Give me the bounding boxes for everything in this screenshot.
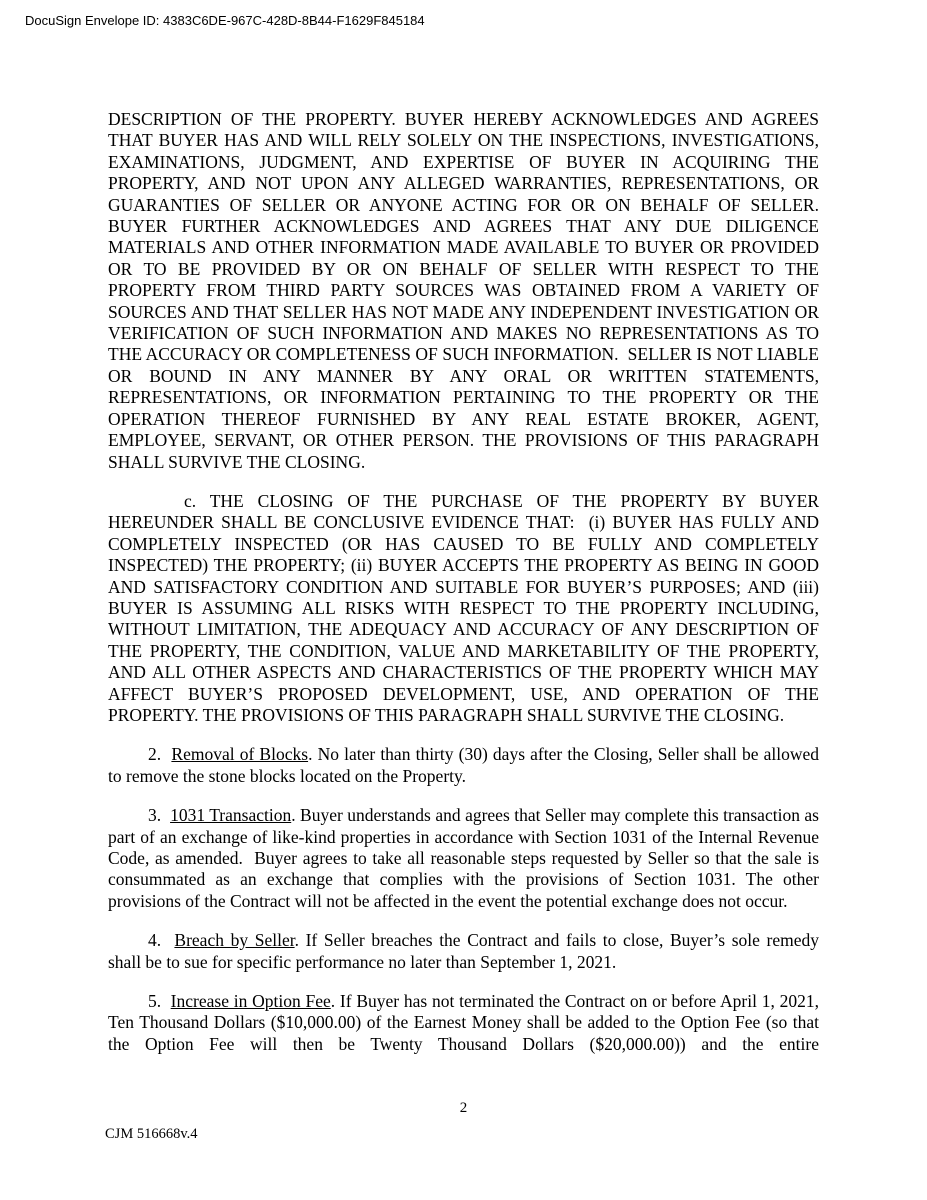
paragraph-3-1031-transaction [108,805,819,912]
document-reference-number: CJM 516668v.4 [105,1126,198,1142]
paragraph-number: 3. [148,805,171,826]
paragraph-heading-underlined: Breach by Seller [174,930,295,951]
docusign-envelope-id: DocuSign Envelope ID: 4383C6DE-967C-428D-8B44-F1629F845184 [25,13,425,28]
paragraph-number: 4. [148,930,175,951]
document-body [108,109,819,1073]
paragraph-description-of-property: DESCRIPTION OF THE PROPERTY. BUYER HEREBY ACKNOWLEDGES AND AGREES THAT BUYER HAS AND WILL RELY SOLELY ON THE INSPECTIONS, INVESTIGATIONS, EXAMINATIONS, JUDGMENT, AND EXPERTISE OF BUYER IN ACQUIRING THE PROPERTY, AND NOT UPON ANY ALLEGED WARRANTIES, REPRESENTATIONS, OR GUARANTIES OF SELLER OR ANYONE ACTING FOR OR ON BEHALF OF SELLER. BUYER FURTHER ACKNOWLEDGES AND AGREES THAT ANY DUE DILIGENCE MATERIALS AND OTHER INFORMATION MADE AVAILABLE TO BUYER OR PROVIDED OR TO BE PROVIDED BY OR ON BEHALF OF SELLER WITH RESPECT TO THE PROPERTY FROM THIRD PARTY SOURCES WAS OBTAINED FROM A VARIETY OF SOURCES AND THAT SELLER HAS NOT MADE ANY INDEPENDENT INVESTIGATION OR VERIFICATION OF SUCH INFORMATION AND MAKES NO REPRESENTATIONS AS TO THE ACCURACY OR COMPLETENESS OF SUCH INFORMATION. SELLER IS NOT LIABLE OR BOUND IN ANY MANNER BY ANY ORAL OR WRITTEN STATEMENTS, REPRESENTATIONS, OR INFORMATION PERTAINING TO THE PROPERTY OR THE OPERATION THEREOF FURNISHED BY ANY REAL ESTATE BROKER, AGENT, EMPLOYEE, SERVANT, OR OTHER PERSON. THE PROVISIONS OF THIS PARAGRAPH SHALL SURVIVE THE CLOSING. [108,109,819,472]
paragraph-5-increase-in-option-fee [108,991,819,1055]
paragraph-text: . No later than thirty (30) days after the Closing, Seller shall be allowed to remove the stone blocks located on the Property. [108,744,820,786]
page-number: 2 [459,1100,468,1116]
paragraph-number: 2. [148,744,172,765]
paragraph-number: 5. [148,991,171,1012]
paragraph-text: . If Seller breaches the Contract and fails to close, Buyer’s sole remedy shall be to sue for specific performance no later than September 1, 2021. [108,930,820,972]
paragraph-2-removal-of-blocks [108,744,819,787]
paragraph-text: . Buyer understands and agrees that Seller may complete this transaction as part of an exchange of like-kind properties in accordance with Section 1031 of the Internal Revenue Code, as amended. Buyer agrees to take all reasonable steps requested by Seller so that the sale is consummated as an exchange that complies with the provisions of Section 1031. The other provisions of the Contract will not be affected in the event the potential exchange does not occur. [108,805,819,911]
paragraph-heading-underlined: 1031 Transaction [170,805,292,826]
paragraph-heading-underlined: Removal of Blocks [171,744,309,765]
paragraph-c-closing-conclusive-evidence: c. THE CLOSING OF THE PURCHASE OF THE PROPERTY BY BUYER HEREUNDER SHALL BE CONCLUSIVE EVIDENCE THAT: (i) BUYER HAS FULLY AND COMPLETELY INSPECTED (OR HAS CAUSED TO BE FULLY AND COMPLETELY INSPECTED) THE PROPERTY; (ii) BUYER ACCEPTS THE PROPERTY AS BEING IN GOOD AND SATISFACTORY CONDITION AND SUITABLE FOR BUYER’S PURPOSES; AND (iii) BUYER IS ASSUMING ALL RISKS WITH RESPECT TO THE PROPERTY INCLUDING, WITHOUT LIMITATION, THE ADEQUACY AND ACCURACY OF ANY DESCRIPTION OF THE PROPERTY, THE CONDITION, VALUE AND MARKETABILITY OF THE PROPERTY, AND ALL OTHER ASPECTS AND CHARACTERISTICS OF THE PROPERTY WHICH MAY AFFECT BUYER’S PROPOSED DEVELOPMENT, USE, AND OPERATION OF THE PROPERTY. THE PROVISIONS OF THIS PARAGRAPH SHALL SURVIVE THE CLOSING. [108,490,819,725]
paragraph-4-breach-by-seller [108,930,819,973]
paragraph-heading-underlined: Increase in Option Fee [170,991,331,1012]
paragraph-text: . If Buyer has not terminated the Contract on or before April 1, 2021, Ten Thousand Dollars ($10,000.00) of the Earnest Money shall be added to the Option Fee (so that the Option Fee will then be Twenty Thousand Dollars ($20,000.00)) and the entire [108,991,819,1054]
